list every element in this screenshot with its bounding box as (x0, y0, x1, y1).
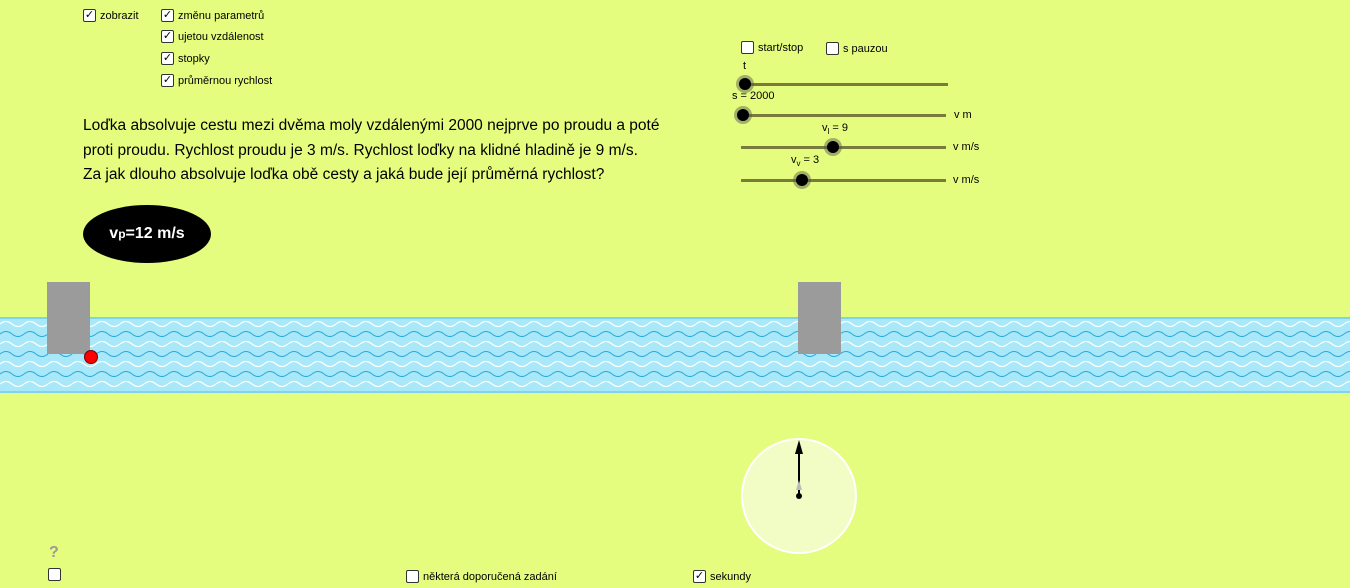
checkbox-s-pauzou[interactable] (826, 42, 888, 55)
checkbox-empty-icon (406, 570, 419, 583)
slider-vv-value: = 3 (800, 154, 820, 166)
help-icon[interactable]: ? (49, 544, 59, 561)
checkbox-prumernou-rychlost-label: průměrnou rychlost (178, 74, 273, 87)
slider-vl-label (822, 122, 848, 136)
river (0, 317, 1350, 393)
slider-vl-unit: v m/s (953, 141, 980, 153)
checkbox-s-pauzou-label: s pauzou (843, 42, 888, 55)
river-waves (0, 319, 1350, 391)
stopwatch (741, 438, 857, 554)
checkbox-zobrazit-label: zobrazit (100, 9, 139, 22)
slider-s-handle[interactable] (737, 109, 749, 121)
slider-vv-handle[interactable] (796, 174, 808, 186)
checkbox-nektera-zadani-label: některá doporučená zadání (423, 570, 557, 583)
checkbox-sekundy[interactable] (693, 570, 751, 583)
slider-vv-symbol: v (791, 154, 797, 166)
check-icon: ✓ (694, 570, 705, 582)
average-speed-value: =12 m/s (125, 225, 185, 242)
check-icon: ✓ (162, 74, 173, 86)
slider-vl-track[interactable] (741, 146, 946, 149)
problem-line-1: Loďka absolvuje cestu mezi dvěma moly vzdálenými 2000 nejprve po proudu a poté (83, 117, 660, 134)
checkbox-empty-icon (48, 568, 61, 581)
pier-left (47, 282, 90, 354)
problem-text (83, 114, 659, 188)
slider-vv-track[interactable] (741, 179, 946, 182)
slider-s-label: s = 2000 (732, 90, 775, 102)
checkbox-zobrazit[interactable] (83, 9, 139, 22)
slider-t-label: t (743, 60, 747, 72)
checkbox-nektera-zadani[interactable] (406, 570, 557, 583)
average-speed-badge (83, 205, 211, 263)
checkbox-stopky[interactable] (161, 52, 210, 65)
check-icon: ✓ (162, 52, 173, 64)
checkbox-start-stop-label: start/stop (758, 41, 804, 54)
slider-s-unit: v m (954, 109, 972, 121)
slider-vl-value: = 9 (829, 122, 848, 134)
slider-vv-unit: v m/s (953, 174, 980, 186)
checkbox-empty-icon (741, 41, 754, 54)
slider-vv-subscript: v (796, 159, 801, 169)
clock-hand-icon (743, 440, 855, 552)
checkbox-empty-icon (826, 42, 839, 55)
slider-t-handle[interactable] (739, 78, 751, 90)
problem-line-2: proti proudu. Rychlost proudu je 3 m/s. Rychlost loďky na klidné hladině je 9 m/s. (83, 141, 638, 159)
check-icon: ✓ (84, 9, 95, 21)
slider-t-track[interactable] (742, 83, 948, 86)
pier-right (798, 282, 841, 354)
problem-line-3: Za jak dlouho absolvuje loďka obě cesty a jaká bude její průměrná rychlost? (83, 166, 605, 183)
checkbox-ujetou-vzdalenost-label: ujetou vzdálenost (178, 30, 264, 43)
checkbox-prumernou-rychlost[interactable] (161, 74, 272, 87)
checkbox-ujetou-vzdalenost[interactable] (161, 30, 264, 43)
average-speed-subscript: p (118, 227, 126, 241)
slider-vl-symbol: v (822, 122, 828, 134)
check-icon: ✓ (162, 30, 173, 42)
slider-vl-handle[interactable] (827, 141, 839, 153)
checkbox-stopky-label: stopky (178, 52, 210, 65)
checkbox-sekundy-label: sekundy (710, 570, 751, 583)
checkbox-help[interactable] (48, 568, 65, 581)
slider-vl-subscript: l (827, 127, 830, 137)
slider-vv-label (791, 154, 819, 168)
average-speed-symbol: v (109, 225, 119, 242)
check-icon: ✓ (162, 9, 173, 21)
checkbox-zmenu-parametru[interactable] (161, 9, 264, 22)
checkbox-start-stop[interactable] (741, 41, 803, 54)
boat-dot-icon[interactable] (84, 350, 98, 364)
checkbox-zmenu-parametru-label: změnu parametrů (178, 9, 265, 22)
slider-s-track[interactable] (741, 114, 946, 117)
